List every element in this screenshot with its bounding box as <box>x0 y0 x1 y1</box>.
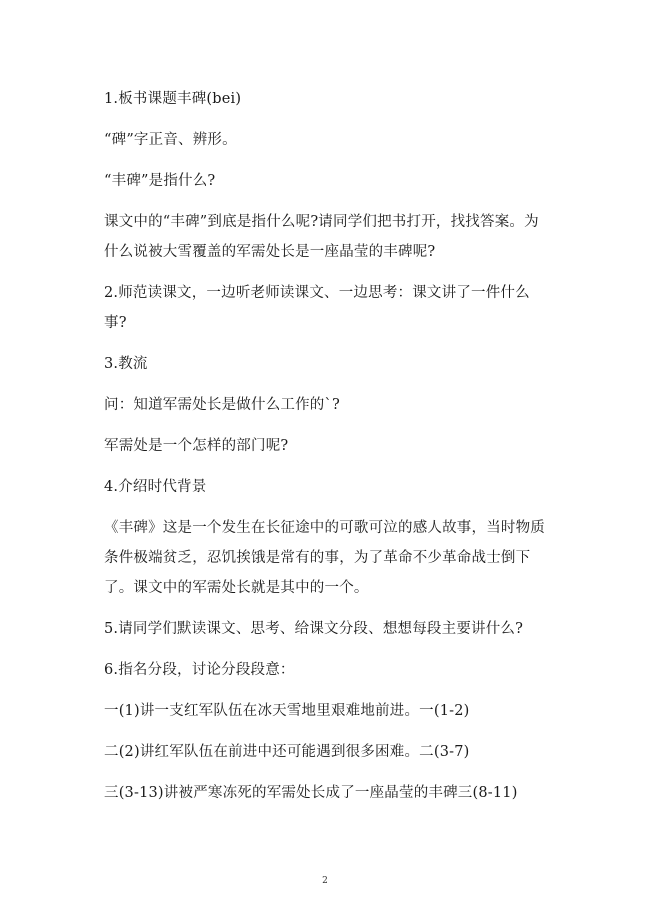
paragraph-9: 4.介绍时代背景 <box>104 479 207 495</box>
paragraph-1: 1.板书课题丰碑(bei) <box>104 91 242 107</box>
paragraph-14: 二(2)讲红军队伍在前进中还可能遇到很多困难。二(3-7) <box>104 744 470 760</box>
paragraph-10: 《丰碑》这是一个发生在长征途中的可歌可泣的感人故事，当时物质条件极端贫乏，忍饥挨饿是常有的事，为了革命不少革命战士倒下了。课文中的军需处长就是其中的一个。 <box>104 520 545 596</box>
paragraph-4: 课文中的“丰碑”到底是指什么呢?请同学们把书打开，找找答案。为什么说被大雪覆盖的军需处长是一座晶莹的丰碑呢? <box>104 214 539 260</box>
paragraph-11: 5.请同学们默读课文、思考、给课文分段、想想每段主要讲什么? <box>104 621 524 637</box>
paragraph-13: 一(1)讲一支红军队伍在冰天雪地里艰难地前进。一(1-2) <box>104 703 470 719</box>
paragraph-8: 军需处是一个怎样的部门呢? <box>104 438 289 454</box>
paragraph-6: 3.教流 <box>104 356 148 372</box>
paragraph-7: 问：知道军需处长是做什么工作的`? <box>104 397 340 413</box>
paragraph-15: 三(3-13)讲被严寒冻死的军需处长成了一座晶莹的丰碑三(8-11) <box>104 785 518 801</box>
page-number: 2 <box>322 876 328 886</box>
document-body <box>104 84 552 819</box>
paragraph-3: “丰碑”是指什么? <box>104 173 216 189</box>
paragraph-2: “碑”字正音、辨形。 <box>104 132 237 148</box>
paragraph-12: 6.指名分段，讨论分段段意： <box>104 662 295 678</box>
paragraph-5: 2.师范读课文，一边听老师读课文、一边思考：课文讲了一件什么事? <box>104 285 530 331</box>
